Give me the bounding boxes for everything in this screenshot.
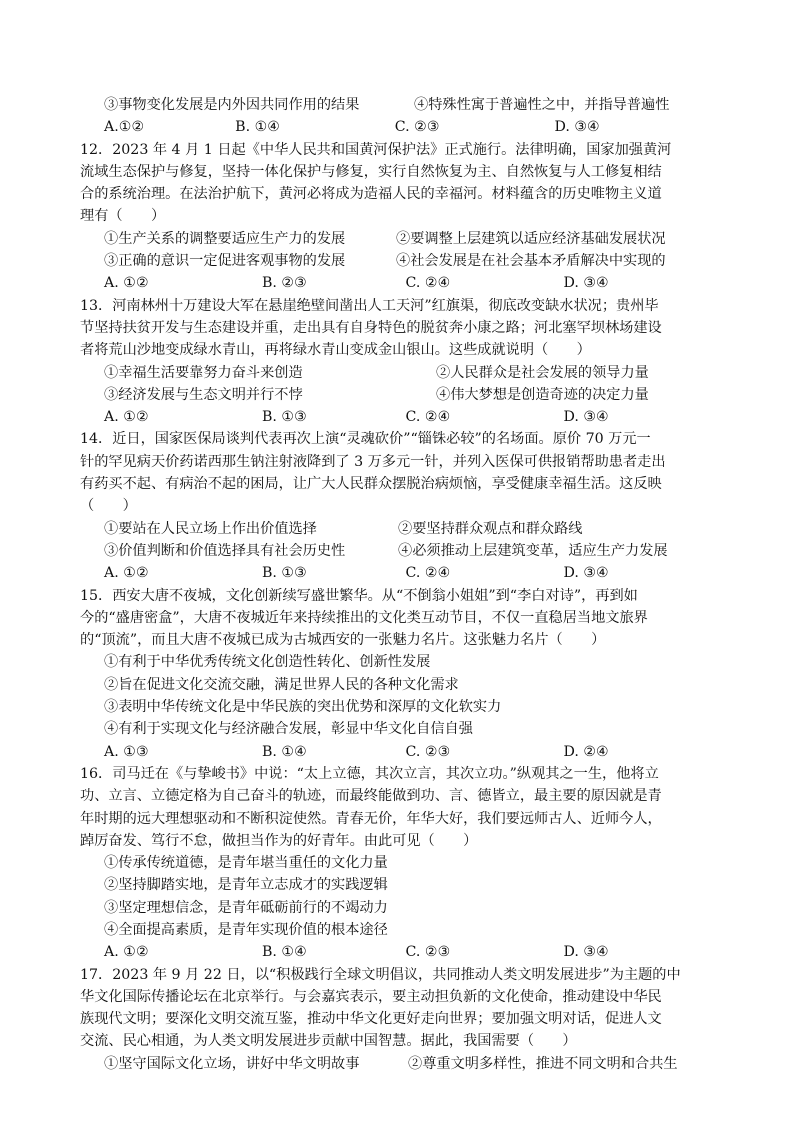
q13-option-c[interactable]: C. ②④ xyxy=(405,409,451,426)
q13-stem-line: 节坚持扶贫开发与生态建设并重，走出具有自身特色的脱贫奔小康之路；河北塞罕坝林场建设 xyxy=(80,319,662,336)
q12-stem-line: 合的系统治理。在法治护航下，黄河必将成为造福人民的幸福河。材料蕴含的历史唯物主义道 xyxy=(80,186,662,203)
q14-statement-3: ③价值判断和价值选择具有社会历史性 xyxy=(104,542,346,559)
q13-statement-row xyxy=(104,362,716,384)
q11-statement-3: ③事物变化发展是内外因共同作用的结果 xyxy=(104,97,360,113)
q15-statement: ①有利于中华优秀传统文化创造性转化、创新性发展 xyxy=(104,654,431,671)
q16-statement: ②坚持脚踏实地，是青年立志成才的实践逻辑 xyxy=(104,877,388,894)
q16-option-a[interactable]: A. ①② xyxy=(104,944,149,961)
q11-statement-4: ④特殊性寓于普遍性之中，并指导普遍性 xyxy=(414,97,670,113)
q12-statement-2: ②要调整上层建筑以适应经济基础发展状况 xyxy=(396,230,666,247)
q15-option-b[interactable]: B. ①④ xyxy=(261,743,307,760)
q12-statement-4: ④社会发展是在社会基本矛盾解决中实现的 xyxy=(396,253,666,270)
q14-stem-line: （ ） xyxy=(80,498,137,515)
q16-stem-line: 功、立言、立德定格为自己奋斗的轨迹，而最终能做到功、言、德皆立，最主要的原因就是青 xyxy=(80,788,662,805)
q11-option-a[interactable]: A.①② xyxy=(104,119,145,136)
q13-stem-line: 者将荒山沙地变成绿水青山，再将绿水青山变成金山银山。这些成就说明（ ） xyxy=(80,342,591,359)
q14-statement-2: ②要坚持群众观点和群众路线 xyxy=(398,520,583,537)
q15-statement: ②旨在促进文化交流交融，满足世界人民的各种文化需求 xyxy=(104,676,459,693)
q17-stem-line: 交流、民心相通，为人类文明发展进步贡献中国智慧。据此，我国需要（ ） xyxy=(80,1033,577,1050)
q12-statement-row xyxy=(104,228,716,250)
q16-option-c[interactable]: C. ②③ xyxy=(405,944,451,961)
q14-statement-4: ④必须推动上层建筑变革，适应生产力发展 xyxy=(398,542,668,559)
q12-statement-1: ①生产关系的调整要适应生产力的发展 xyxy=(104,230,346,247)
q15-stem-line: 今的“盛唐密盒”，大唐不夜城近年来持续推出的文化类互动节目，不仅一直稳居当地文旅界 xyxy=(80,609,648,626)
q17-stem-line: 华文化国际传播论坛在北京举行。与会嘉宾表示，要主动担负新的文化使命，推动建设中华民 xyxy=(80,988,662,1005)
q14-statement-1: ①要站在人民立场上作出价值选择 xyxy=(104,520,317,537)
q12-option-a[interactable]: A. ①② xyxy=(104,275,149,292)
q14-option-b[interactable]: B. ①③ xyxy=(261,565,307,582)
q12-stem-line: 12．2023 年 4 月 1 日起《中华人民共和国黄河保护法》正式施行。法律明确，国家加强黄河 xyxy=(80,141,672,158)
q12-statement-row xyxy=(104,250,716,272)
q17-statement-2: ②尊重文明多样性，推进不同文明和合共生 xyxy=(408,1055,678,1072)
q15-statement: ④有利于实现文化与经济融合发展，彰显中华文化自信自强 xyxy=(104,721,473,738)
q14-stem-line: 有药买不起、有病治不起的困局，让广大人民群众摆脱治病烦恼，享受健康幸福生活。这反映 xyxy=(80,476,662,493)
q13-statement-2: ②人民群众是社会发展的领导力量 xyxy=(436,364,649,381)
q13-statement-3: ③经济发展与生态文明并行不悖 xyxy=(104,386,303,403)
q15-statement: ③表明中华传统文化是中华民族的突出优势和深厚的文化软实力 xyxy=(104,699,502,716)
q13-option-a[interactable]: A. ①② xyxy=(104,409,149,426)
q11-option-c[interactable]: C. ②③ xyxy=(394,119,440,136)
q16-options xyxy=(104,941,716,963)
q12-stem-line: 流域生态保护与修复，坚持一体化保护与修复，实行自然恢复为主、自然恢复与人工修复相结 xyxy=(80,163,662,180)
q16-statement: ①传承传统道德，是青年堪当重任的文化力量 xyxy=(104,855,388,872)
q11-option-b[interactable]: B. ①④ xyxy=(235,119,281,136)
q16-option-b[interactable]: B. ①④ xyxy=(261,944,307,961)
q17-statement-row xyxy=(104,1053,716,1075)
q12-option-d[interactable]: D. ③④ xyxy=(563,275,609,292)
q12-option-b[interactable]: B. ②③ xyxy=(261,275,307,292)
q15-stem-line: 的“顶流”，而且大唐不夜城已成为古城西安的一张魅力名片。这张魅力名片（ ） xyxy=(80,632,606,649)
q16-stem-line: 16．司马迁在《与挚峻书》中说：“太上立德，其次立言，其次立功。”纵观其之一生，他将立 xyxy=(80,765,659,782)
q14-options xyxy=(104,562,716,584)
q12-statement-3: ③正确的意识一定促进客观事物的发展 xyxy=(104,253,346,270)
q14-option-c[interactable]: C. ②④ xyxy=(405,565,451,582)
q11-option-d[interactable]: D. ③④ xyxy=(554,119,600,136)
q15-options xyxy=(104,741,716,763)
q12-options xyxy=(104,272,716,294)
q13-stem-line: 13．河南林州十万建设大军在悬崖绝壁间凿出人工天河”红旗渠，彻底改变缺水状况；贵州毕 xyxy=(80,297,659,314)
q16-statement: ③坚定理想信念，是青年砥砺前行的不竭动力 xyxy=(104,899,388,916)
q16-statement: ④全面提高素质，是青年实现价值的根本途径 xyxy=(104,921,388,938)
q13-options xyxy=(104,406,716,428)
q16-stem-line: 年时期的远大理想驱动和不断积淀使然。青春无价，年华大好，我们要远师古人、近师今人， xyxy=(80,810,662,827)
q13-option-b[interactable]: B. ①③ xyxy=(261,409,307,426)
q16-stem-line: 踔厉奋发、笃行不怠，做担当作为的好青年。由此可见（ ） xyxy=(80,832,478,849)
q15-option-a[interactable]: A. ①③ xyxy=(104,743,149,760)
q14-statement-row xyxy=(104,518,716,540)
q13-statement-1: ①幸福生活要靠努力奋斗来创造 xyxy=(104,364,303,381)
q13-statement-4: ④伟大梦想是创造奇迹的决定力量 xyxy=(436,386,649,403)
q16-option-d[interactable]: D. ③④ xyxy=(563,944,609,961)
q14-option-d[interactable]: D. ③④ xyxy=(563,565,609,582)
q17-stem-line: 17．2023 年 9 月 22 日，以“积极践行全球文明倡议，共同推动人类文明发展进步”为主题的中 xyxy=(80,966,681,983)
q15-option-c[interactable]: C. ②③ xyxy=(405,743,451,760)
q14-stem-line: 针的罕见病天价药诺西那生钠注射液降到了 3 万多元一针，并列入医保可供报销帮助患者走出 xyxy=(80,453,666,470)
q12-option-c[interactable]: C. ②④ xyxy=(405,275,451,292)
q15-stem-line: 15．西安大唐不夜城，文化创新续写盛世繁华。从“不倒翁小姐姐”到“李白对诗”，再到如 xyxy=(80,587,638,604)
q11-options xyxy=(104,116,716,138)
q15-option-d[interactable]: D. ②④ xyxy=(563,743,609,760)
q14-option-a[interactable]: A. ①② xyxy=(104,565,149,582)
q12-stem-line: 理有（ ） xyxy=(80,208,166,225)
q13-statement-row xyxy=(104,384,716,406)
q17-stem-line: 族现代文明；要深化文明交流互鉴，推动中华文化更好走向世界；要加强文明对话，促进人文 xyxy=(80,1011,662,1028)
exam-page xyxy=(80,94,716,1075)
q14-stem-line: 14．近日，国家医保局谈判代表再次上演“灵魂砍价”“锱铢必较”的名场面。原价 70 万元一 xyxy=(80,431,651,448)
q13-option-d[interactable]: D. ③④ xyxy=(563,409,609,426)
q11-statement-row xyxy=(104,94,716,116)
q14-statement-row xyxy=(104,540,716,562)
q17-statement-1: ①坚守国际文化立场，讲好中华文明故事 xyxy=(104,1055,360,1072)
